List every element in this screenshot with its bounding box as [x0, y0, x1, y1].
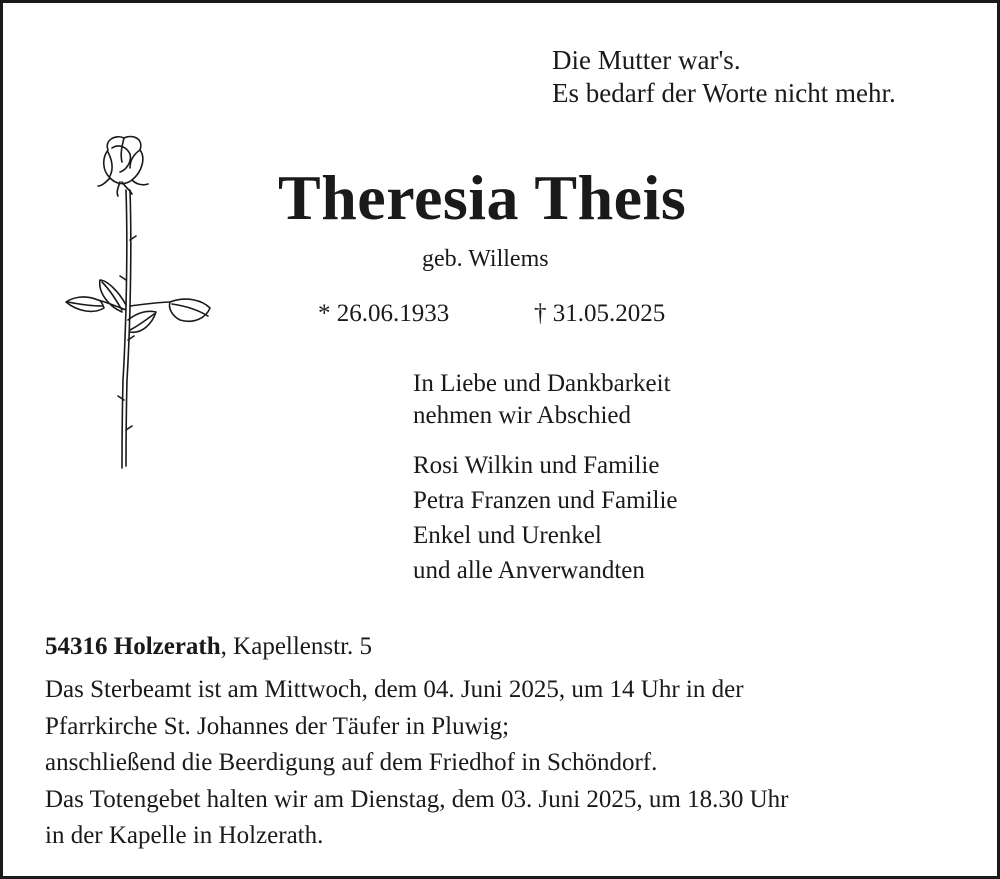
farewell-text — [413, 368, 671, 432]
maiden-name: geb. Willems — [422, 246, 549, 272]
service-info-line: anschließend die Beerdigung auf dem Friedhof in Schöndorf. — [45, 749, 658, 776]
service-info-line: Das Totengebet halten wir am Dienstag, dem 03. Juni 2025, um 18.30 Uhr — [45, 785, 789, 813]
farewell-line-2: nehmen wir Abschied — [413, 402, 632, 429]
deceased-name: Theresia Theis — [278, 162, 687, 233]
mourner-item: und alle Anverwandten — [413, 557, 645, 584]
address-street: , Kapellenstr. 5 — [220, 633, 373, 660]
address-postcode-city: 54316 Holzerath — [45, 633, 221, 660]
death-date: † 31.05.2025 — [534, 300, 666, 327]
service-info-line: Pfarrkirche St. Johannes der Täufer in Pluwig; — [45, 712, 510, 740]
mourner-item: Petra Franzen und Familie — [413, 487, 678, 514]
motto-line-2: Es bedarf der Worte nicht mehr. — [552, 78, 896, 108]
mourner-item: Enkel und Urenkel — [413, 522, 602, 549]
mourners-list — [413, 448, 678, 588]
birth-date: * 26.06.1933 — [318, 300, 450, 327]
service-info-line: Das Sterbeamt ist am Mittwoch, dem 04. Juni 2025, um 14 Uhr in der — [45, 676, 744, 703]
motto — [552, 44, 896, 110]
farewell-line-1: In Liebe und Dankbarkeit — [413, 370, 671, 397]
mourner-item: Rosi Wilkin und Familie — [413, 452, 660, 479]
service-info — [45, 672, 789, 855]
rose-icon — [60, 130, 220, 475]
motto-line-1: Die Mutter war's. — [552, 45, 741, 75]
family-address — [45, 630, 372, 664]
service-info-line: in der Kapelle in Holzerath. — [45, 822, 324, 849]
